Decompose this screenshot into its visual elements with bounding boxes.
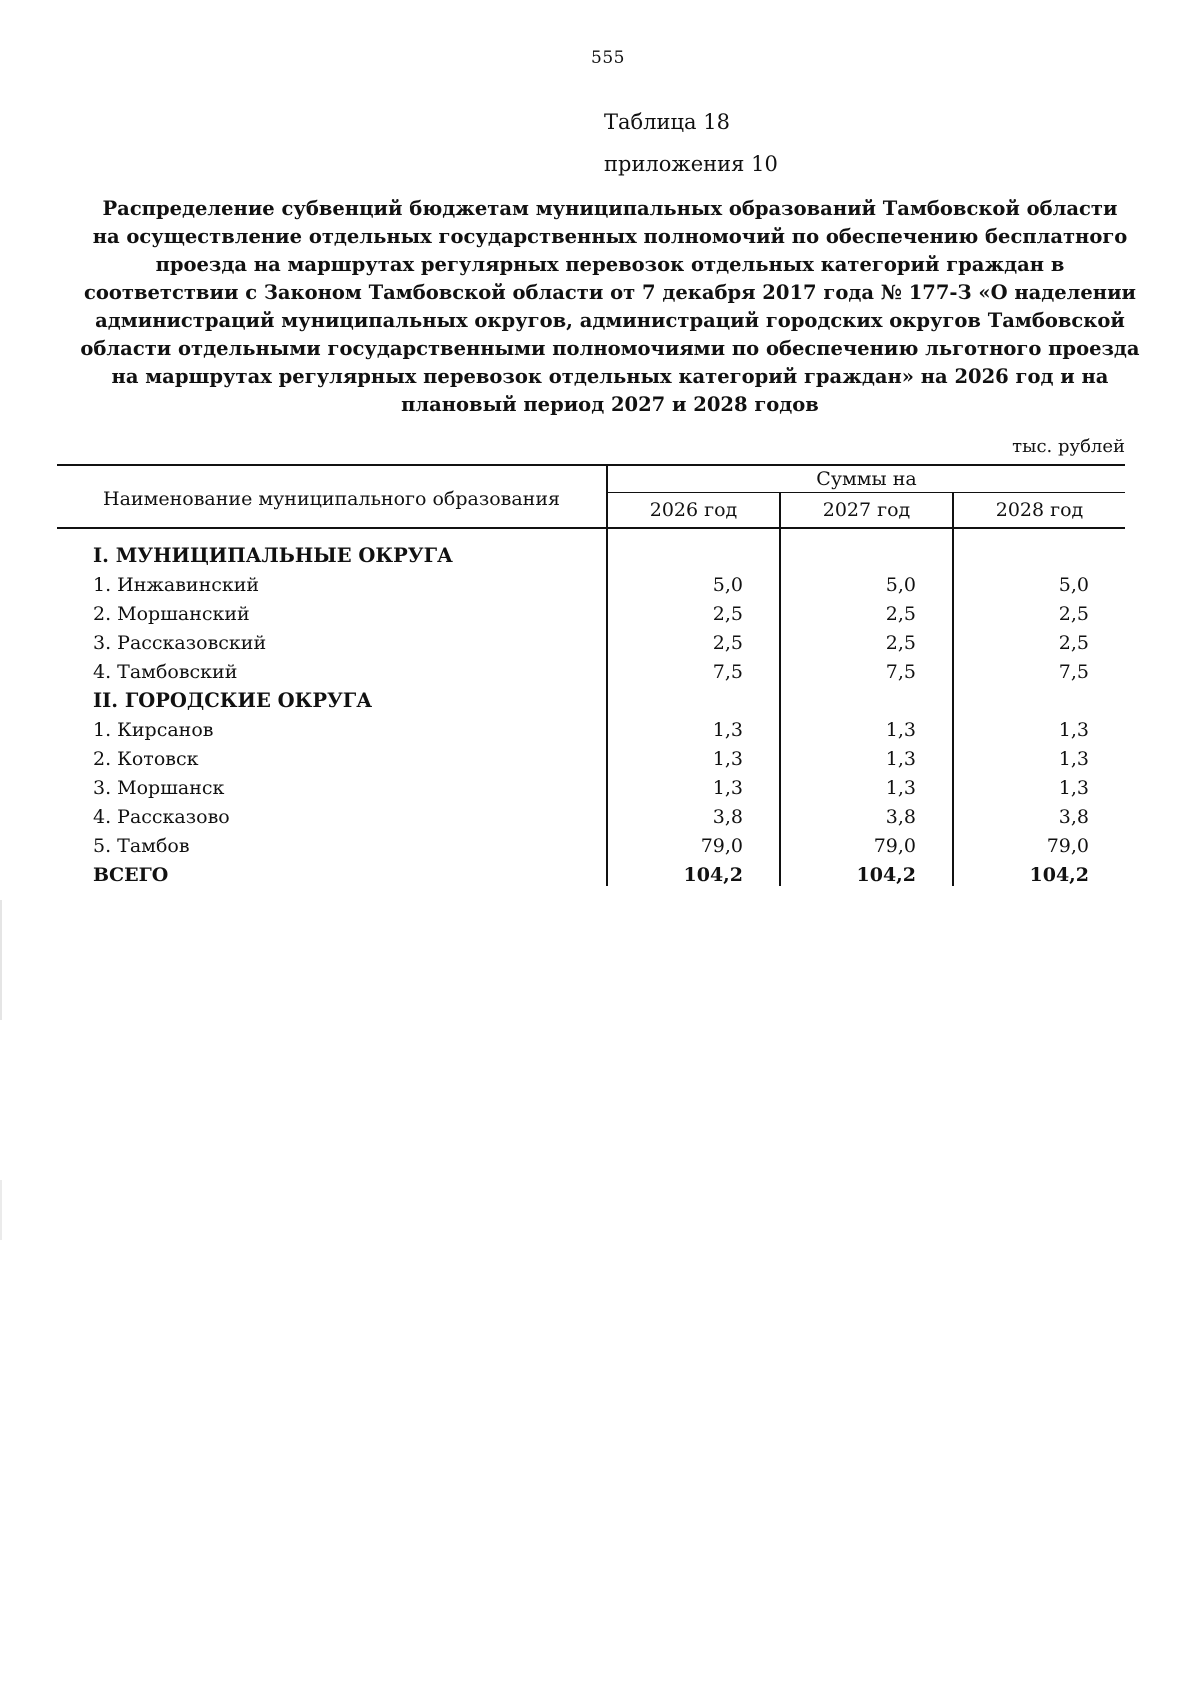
title-line: на осуществление отдельных государственных полномочий по обеспечению бесплатного: [92, 225, 1128, 248]
amount-cell-2027: 2,5: [780, 625, 953, 654]
table-body: [57, 528, 1125, 886]
subvention-table-container: [57, 464, 1125, 886]
title-line: Распределение субвенций бюджетам муниципальных образований Тамбовской области: [102, 197, 1118, 220]
amount-cell-2026: 3,8: [607, 799, 780, 828]
table-row: [57, 712, 1125, 741]
municipality-name-cell: 5. Тамбов: [57, 828, 607, 857]
amount-cell-2027: [780, 683, 953, 712]
municipality-name-cell: 1. Кирсанов: [57, 712, 607, 741]
title-line: области отдельными государственными полномочиями по обеспечению льготного проезда: [80, 337, 1140, 360]
amount-cell-2027: 3,8: [780, 799, 953, 828]
amount-cell-2028: 7,5: [1058, 661, 1089, 683]
table-row: [57, 741, 1125, 770]
amount-cell-2026: 7,5: [607, 654, 780, 683]
amount-cell-2027: 1,3: [780, 770, 953, 799]
amount-cell-2026: 5,0: [607, 567, 780, 596]
amount-cell-2028: 79,0: [1046, 835, 1089, 857]
amount-cell-2026: [607, 683, 780, 712]
document-title: [60, 195, 1160, 419]
table-row: [57, 625, 1125, 654]
municipality-name-cell: II. ГОРОДСКИЕ ОКРУГА: [57, 683, 607, 712]
amount-cell-2026: [607, 528, 780, 567]
amount-cell-2026: 1,3: [607, 712, 780, 741]
section-row: [57, 528, 1125, 567]
scan-artifact: [0, 1180, 2, 1240]
municipality-name-cell: 2. Моршанский: [57, 596, 607, 625]
amount-cell-2026: 1,3: [607, 770, 780, 799]
amount-cell-2027: 2,5: [780, 596, 953, 625]
table-row: [57, 799, 1125, 828]
page-number: 555: [591, 48, 625, 68]
amount-cell-2026: 2,5: [607, 596, 780, 625]
municipality-name-cell: I. МУНИЦИПАЛЬНЫЕ ОКРУГА: [57, 528, 607, 567]
amount-cell-2027: 1,3: [780, 741, 953, 770]
title-line: плановый период 2027 и 2028 годов: [401, 393, 819, 416]
table-row: [57, 654, 1125, 683]
municipality-name-cell: 3. Рассказовский: [57, 625, 607, 654]
amount-cell-2027: 79,0: [780, 828, 953, 857]
amount-cell-2027: 104,2: [780, 857, 953, 886]
header-sums: Суммы на: [607, 465, 1125, 493]
amount-cell-2027: 1,3: [780, 712, 953, 741]
total-row: [57, 857, 1125, 886]
amount-cell-2028: 104,2: [1029, 864, 1089, 886]
amount-cell-2026: 2,5: [607, 625, 780, 654]
appendix-reference: приложения 10: [604, 152, 778, 176]
table-reference: Таблица 18: [604, 110, 730, 134]
table-header: [57, 465, 1125, 528]
amount-cell-2027: 5,0: [780, 567, 953, 596]
scan-artifact: [0, 900, 2, 1020]
municipality-name-cell: 1. Инжавинский: [57, 567, 607, 596]
header-municipality-name: Наименование муниципального образования: [57, 465, 607, 528]
title-line: администраций муниципальных округов, администраций городских округов Тамбовской: [95, 309, 1125, 332]
amount-cell-2028: 1,3: [1058, 748, 1089, 770]
subvention-table: [57, 464, 1125, 886]
amount-cell-2028: [953, 683, 1125, 712]
amount-cell-2028: 1,3: [1058, 719, 1089, 741]
title-line: на маршрутах регулярных перевозок отдельных категорий граждан» на 2026 год и на: [111, 365, 1109, 388]
table-row: [57, 596, 1125, 625]
table-row: [57, 828, 1125, 857]
municipality-name-cell: 3. Моршанск: [57, 770, 607, 799]
amount-cell-2026: 1,3: [607, 741, 780, 770]
amount-cell-2027: 7,5: [780, 654, 953, 683]
amount-cell-2028: 2,5: [1058, 603, 1089, 625]
section-row: [57, 683, 1125, 712]
amount-cell-2027: [780, 528, 953, 567]
table-row: [57, 567, 1125, 596]
title-line: проезда на маршрутах регулярных перевозок отдельных категорий граждан в: [155, 253, 1065, 276]
municipality-name-cell: 4. Рассказово: [57, 799, 607, 828]
amount-cell-2028: 5,0: [1058, 574, 1089, 596]
amount-cell-2026: 79,0: [607, 828, 780, 857]
amount-cell-2028: 2,5: [1058, 632, 1089, 654]
municipality-name-cell: 2. Котовск: [57, 741, 607, 770]
header-year-2027: 2027 год: [780, 493, 953, 529]
municipality-name-cell: ВСЕГО: [57, 857, 607, 886]
amount-cell-2028: 3,8: [1058, 806, 1089, 828]
amount-cell-2028: 1,3: [1058, 777, 1089, 799]
municipality-name-cell: 4. Тамбовский: [57, 654, 607, 683]
header-year-2028: 2028 год: [953, 493, 1125, 529]
table-row: [57, 770, 1125, 799]
title-line: соответствии с Законом Тамбовской области от 7 декабря 2017 года № 177-З «О наделении: [83, 281, 1137, 304]
header-year-2026: 2026 год: [607, 493, 780, 529]
units-label: тыс. рублей: [1012, 436, 1125, 457]
amount-cell-2028: [953, 528, 1125, 567]
amount-cell-2026: 104,2: [607, 857, 780, 886]
